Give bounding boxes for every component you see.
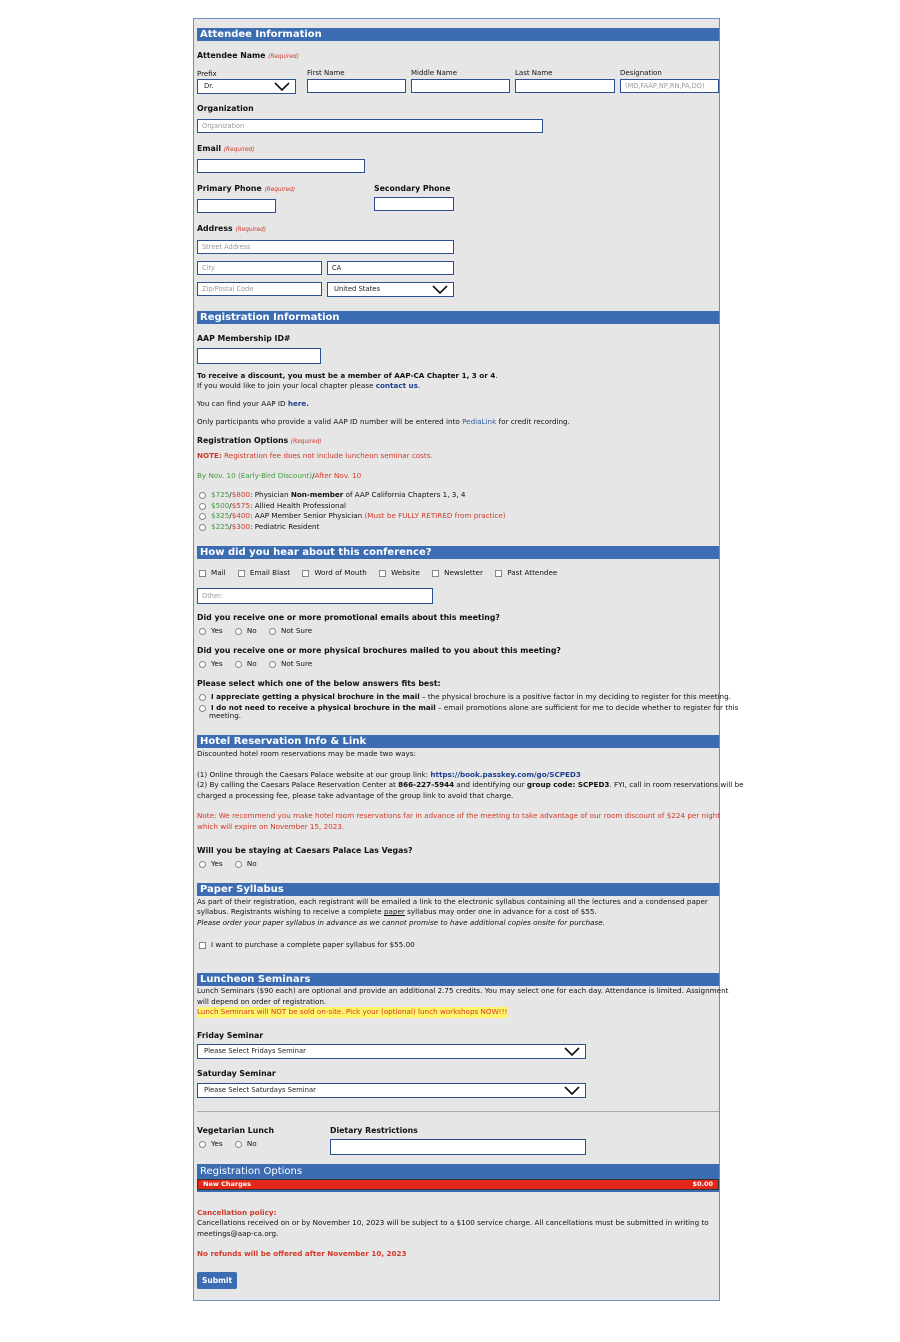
- city-input[interactable]: City: [197, 261, 322, 275]
- street-address-input[interactable]: Street Address: [197, 240, 454, 254]
- hear-option-word-of-mouth[interactable]: Word of Mouth: [302, 568, 367, 577]
- brochures-yes[interactable]: Yes: [199, 659, 223, 668]
- join-chapter-text: If you would like to join your local chapter please contact us.: [197, 381, 421, 390]
- country-select[interactable]: [327, 282, 454, 297]
- friday-seminar-label: Friday Seminar: [197, 1031, 264, 1040]
- registration-option-3[interactable]: $325/$400: AAP Member Senior Physician (Must be FULLY RETIRED from practice): [199, 511, 506, 521]
- other-input[interactable]: Other:: [197, 588, 433, 604]
- radio-icon[interactable]: [269, 628, 276, 635]
- brochures-question: Did you receive one or more physical brochures mailed to you about this meeting?: [197, 646, 561, 655]
- vegetarian-lunch-label: Vegetarian Lunch: [197, 1126, 275, 1135]
- brochures-no[interactable]: No: [235, 659, 257, 668]
- radio-icon[interactable]: [199, 524, 206, 531]
- hear-option-mail[interactable]: Mail: [199, 568, 226, 577]
- checkbox-icon[interactable]: [379, 570, 386, 577]
- radio-icon[interactable]: [235, 628, 242, 635]
- fit-option-2-continued: meeting.: [209, 711, 242, 720]
- cancellation-text-1: Cancellations received on or by November 10, 2023 will be subject to a $100 service charge. All cancellations must be submitted in writing to: [197, 1218, 709, 1227]
- pedialink-link[interactable]: PediaLink: [462, 417, 497, 426]
- saturday-seminar-value: Please Select Saturdays Seminar: [204, 1086, 316, 1094]
- aap-membership-label: AAP Membership ID#: [197, 334, 291, 343]
- hotel-note-1: Note: We recommend you make hotel room reservations far in advance of the meeting to take advantage of our room discount of $224 per night: [197, 811, 721, 820]
- submit-button[interactable]: Submit: [197, 1272, 237, 1289]
- primary-phone-label: Primary Phone (Required): [197, 184, 296, 193]
- radio-icon[interactable]: [235, 1141, 242, 1148]
- syllabus-checkbox[interactable]: I want to purchase a complete paper syllabus for $55.00: [199, 940, 415, 950]
- saturday-seminar-label: Saturday Seminar: [197, 1069, 276, 1078]
- find-aap-id-text: You can find your AAP ID here.: [197, 399, 309, 408]
- fee-note: NOTE: Registration fee does not include luncheon seminar costs.: [197, 451, 433, 460]
- radio-icon[interactable]: [269, 661, 276, 668]
- organization-label: Organization: [197, 104, 254, 113]
- emails-no[interactable]: No: [235, 626, 257, 635]
- staying-no[interactable]: No: [235, 859, 257, 868]
- hotel-online-text: (1) Online through the Caesars Palace website at our group link: https://book.passkey.com/go/SCPED3: [197, 770, 581, 779]
- zip-input[interactable]: Zip/Postal Code: [197, 282, 322, 296]
- fit-option-2[interactable]: I do not need to receive a physical brochure in the mail – email promotions alone are sufficient for me to decide whether to register for this: [199, 703, 738, 713]
- chevron-down-icon: [431, 284, 449, 295]
- radio-icon[interactable]: [199, 861, 206, 868]
- checkbox-icon[interactable]: [199, 570, 206, 577]
- attendee-name-label: Attendee Name (Required): [197, 51, 299, 60]
- radio-icon[interactable]: [199, 492, 206, 499]
- no-refunds-text: No refunds will be offered after November 10, 2023: [197, 1249, 407, 1258]
- promo-emails-options: [199, 626, 322, 636]
- vegetarian-yes[interactable]: Yes: [199, 1139, 223, 1148]
- radio-icon[interactable]: [199, 628, 206, 635]
- primary-phone-input[interactable]: [197, 199, 276, 213]
- passkey-link[interactable]: https://book.passkey.com/go/SCPED3: [430, 770, 581, 779]
- checkbox-icon[interactable]: [199, 942, 206, 949]
- first-name-input[interactable]: [307, 79, 406, 93]
- vegetarian-no[interactable]: No: [235, 1139, 257, 1148]
- hotel-note-2: which will expire on November 15, 2023.: [197, 822, 345, 831]
- promo-emails-question: Did you receive one or more promotional emails about this meeting?: [197, 613, 500, 622]
- fit-option-1[interactable]: I appreciate getting a physical brochure in the mail – the physical brochure is a positive factor in my deciding to register for this meeting.: [199, 692, 731, 702]
- radio-icon[interactable]: [199, 694, 206, 701]
- section-header-hotel: Hotel Reservation Info & Link: [197, 735, 719, 748]
- hear-options: [199, 568, 567, 578]
- friday-seminar-select[interactable]: [197, 1044, 586, 1059]
- radio-icon[interactable]: [199, 503, 206, 510]
- section-header-registration: Registration Information: [197, 311, 719, 324]
- checkbox-icon[interactable]: [238, 570, 245, 577]
- discount-notice: To receive a discount, you must be a member of AAP-CA Chapter 1, 3 or 4.: [197, 371, 498, 380]
- here-link[interactable]: here.: [287, 399, 309, 408]
- section-header-attendee: Attendee Information: [197, 28, 719, 41]
- brochures-not-sure[interactable]: Not Sure: [269, 659, 312, 668]
- aap-membership-input[interactable]: [197, 348, 321, 364]
- hear-option-email-blast[interactable]: Email Blast: [238, 568, 290, 577]
- address-label: Address (Required): [197, 224, 267, 233]
- emails-not-sure[interactable]: Not Sure: [269, 626, 312, 635]
- prefix-value: Dr.: [204, 82, 214, 90]
- pedialink-text: Only participants who provide a valid AAP ID number will be entered into PediaLink for credit recording.: [197, 417, 570, 426]
- brochures-options: [199, 659, 322, 669]
- first-name-label: First Name: [307, 69, 345, 77]
- friday-seminar-value: Please Select Fridays Seminar: [204, 1047, 306, 1055]
- designation-input[interactable]: (MD,FAAP,NP,RN,PA,DO): [620, 79, 719, 93]
- luncheon-text-1: Lunch Seminars ($90 each) are optional and provide an additional 2.75 credits. You may select one for each day. Attendance is limited. Assignment: [197, 986, 729, 995]
- secondary-phone-label: Secondary Phone: [374, 184, 451, 193]
- checkbox-icon[interactable]: [302, 570, 309, 577]
- radio-icon[interactable]: [199, 705, 206, 712]
- luncheon-highlight: Lunch Seminars will NOT be sold on-site. Pick your (optional) lunch workshops NOW!!!: [197, 1007, 508, 1016]
- dietary-restrictions-label: Dietary Restrictions: [330, 1126, 418, 1135]
- chevron-down-icon: [563, 1046, 581, 1057]
- registration-option-4[interactable]: $225/$300: Pediatric Resident: [199, 522, 319, 532]
- pricing-legend: By Nov. 10 (Early-Bird Discount)/After Nov. 10: [197, 471, 362, 480]
- cancellation-text-2: meetings@aap-ca.org.: [197, 1229, 279, 1238]
- chevron-down-icon: [563, 1085, 581, 1096]
- radio-icon[interactable]: [199, 513, 206, 520]
- organization-input[interactable]: Organization: [197, 119, 543, 133]
- hear-option-newsletter[interactable]: Newsletter: [432, 568, 483, 577]
- middle-name-label: Middle Name: [411, 69, 457, 77]
- staying-options: [199, 859, 267, 869]
- secondary-phone-input[interactable]: [374, 197, 454, 211]
- syllabus-text-3: Please order your paper syllabus in advance as we cannot promise to have additional copies onsite for purchase.: [197, 918, 605, 927]
- staying-question: Will you be staying at Caesars Palace Las Vegas?: [197, 846, 413, 855]
- saturday-seminar-select[interactable]: [197, 1083, 586, 1098]
- hear-option-website[interactable]: Website: [379, 568, 420, 577]
- luncheon-text-2: will depend on order of registration.: [197, 997, 327, 1006]
- syllabus-text-1: As part of their registration, each registrant will be emailed a link to the electronic syllabus containing all the lectures and a condensed paper: [197, 897, 708, 906]
- staying-yes[interactable]: Yes: [199, 859, 223, 868]
- email-label: Email (Required): [197, 144, 255, 153]
- registration-option-2[interactable]: $500/$575: Allied Health Professional: [199, 501, 346, 511]
- section-header-syllabus: Paper Syllabus: [197, 883, 719, 896]
- checkbox-icon[interactable]: [432, 570, 439, 577]
- contact-us-link[interactable]: contact us: [375, 381, 418, 390]
- hotel-intro: Discounted hotel room reservations may be made two ways:: [197, 749, 416, 758]
- radio-icon[interactable]: [235, 661, 242, 668]
- designation-label: Designation: [620, 69, 662, 77]
- charges-title: Registration Options: [200, 1166, 303, 1177]
- cancellation-title: Cancellation policy:: [197, 1208, 277, 1217]
- syllabus-text-2: syllabus. Registrants wishing to receive a complete paper syllabus may order one in advance for a cost of $55.: [197, 907, 597, 916]
- new-charges-amount: $0.00: [692, 1180, 713, 1188]
- prefix-label: Prefix: [197, 70, 217, 78]
- section-header-luncheon: Luncheon Seminars: [197, 973, 719, 986]
- prefix-select[interactable]: [197, 79, 296, 94]
- vegetarian-options: [199, 1139, 267, 1149]
- emails-yes[interactable]: Yes: [199, 626, 223, 635]
- dietary-restrictions-input[interactable]: [330, 1139, 586, 1155]
- new-charges-label: New Charges: [203, 1180, 252, 1188]
- hotel-phone-text-2: charged a processing fee, please take advantage of the group link to avoid that charge.: [197, 791, 514, 800]
- registration-option-1[interactable]: $725/$800: Physician Non-member of AAP California Chapters 1, 3, 4: [199, 490, 466, 500]
- hotel-phone-text: (2) By calling the Caesars Palace Reservation Center at 866-227-5944 and identifying our group code: SCPED3. FYI, call in room reservations will be: [197, 780, 744, 789]
- middle-name-input[interactable]: [411, 79, 510, 93]
- email-input[interactable]: [197, 159, 365, 173]
- chevron-down-icon: [273, 81, 291, 92]
- charges-panel: [197, 1164, 719, 1192]
- registration-options-label: Registration Options (Required): [197, 436, 322, 445]
- radio-icon[interactable]: [199, 1141, 206, 1148]
- divider: [197, 1111, 719, 1112]
- registration-form: [193, 18, 744, 1301]
- last-name-label: Last Name: [515, 69, 553, 77]
- radio-icon[interactable]: [199, 661, 206, 668]
- section-header-hear: How did you hear about this conference?: [197, 546, 719, 559]
- fits-best-question: Please select which one of the below answers fits best:: [197, 679, 441, 688]
- last-name-input[interactable]: [515, 79, 615, 93]
- new-charges-bar: [197, 1179, 719, 1190]
- radio-icon[interactable]: [235, 861, 242, 868]
- hear-option-past-attendee[interactable]: Past Attendee: [495, 568, 557, 577]
- country-value: United States: [334, 285, 381, 293]
- state-input[interactable]: CA: [327, 261, 454, 275]
- checkbox-icon[interactable]: [495, 570, 502, 577]
